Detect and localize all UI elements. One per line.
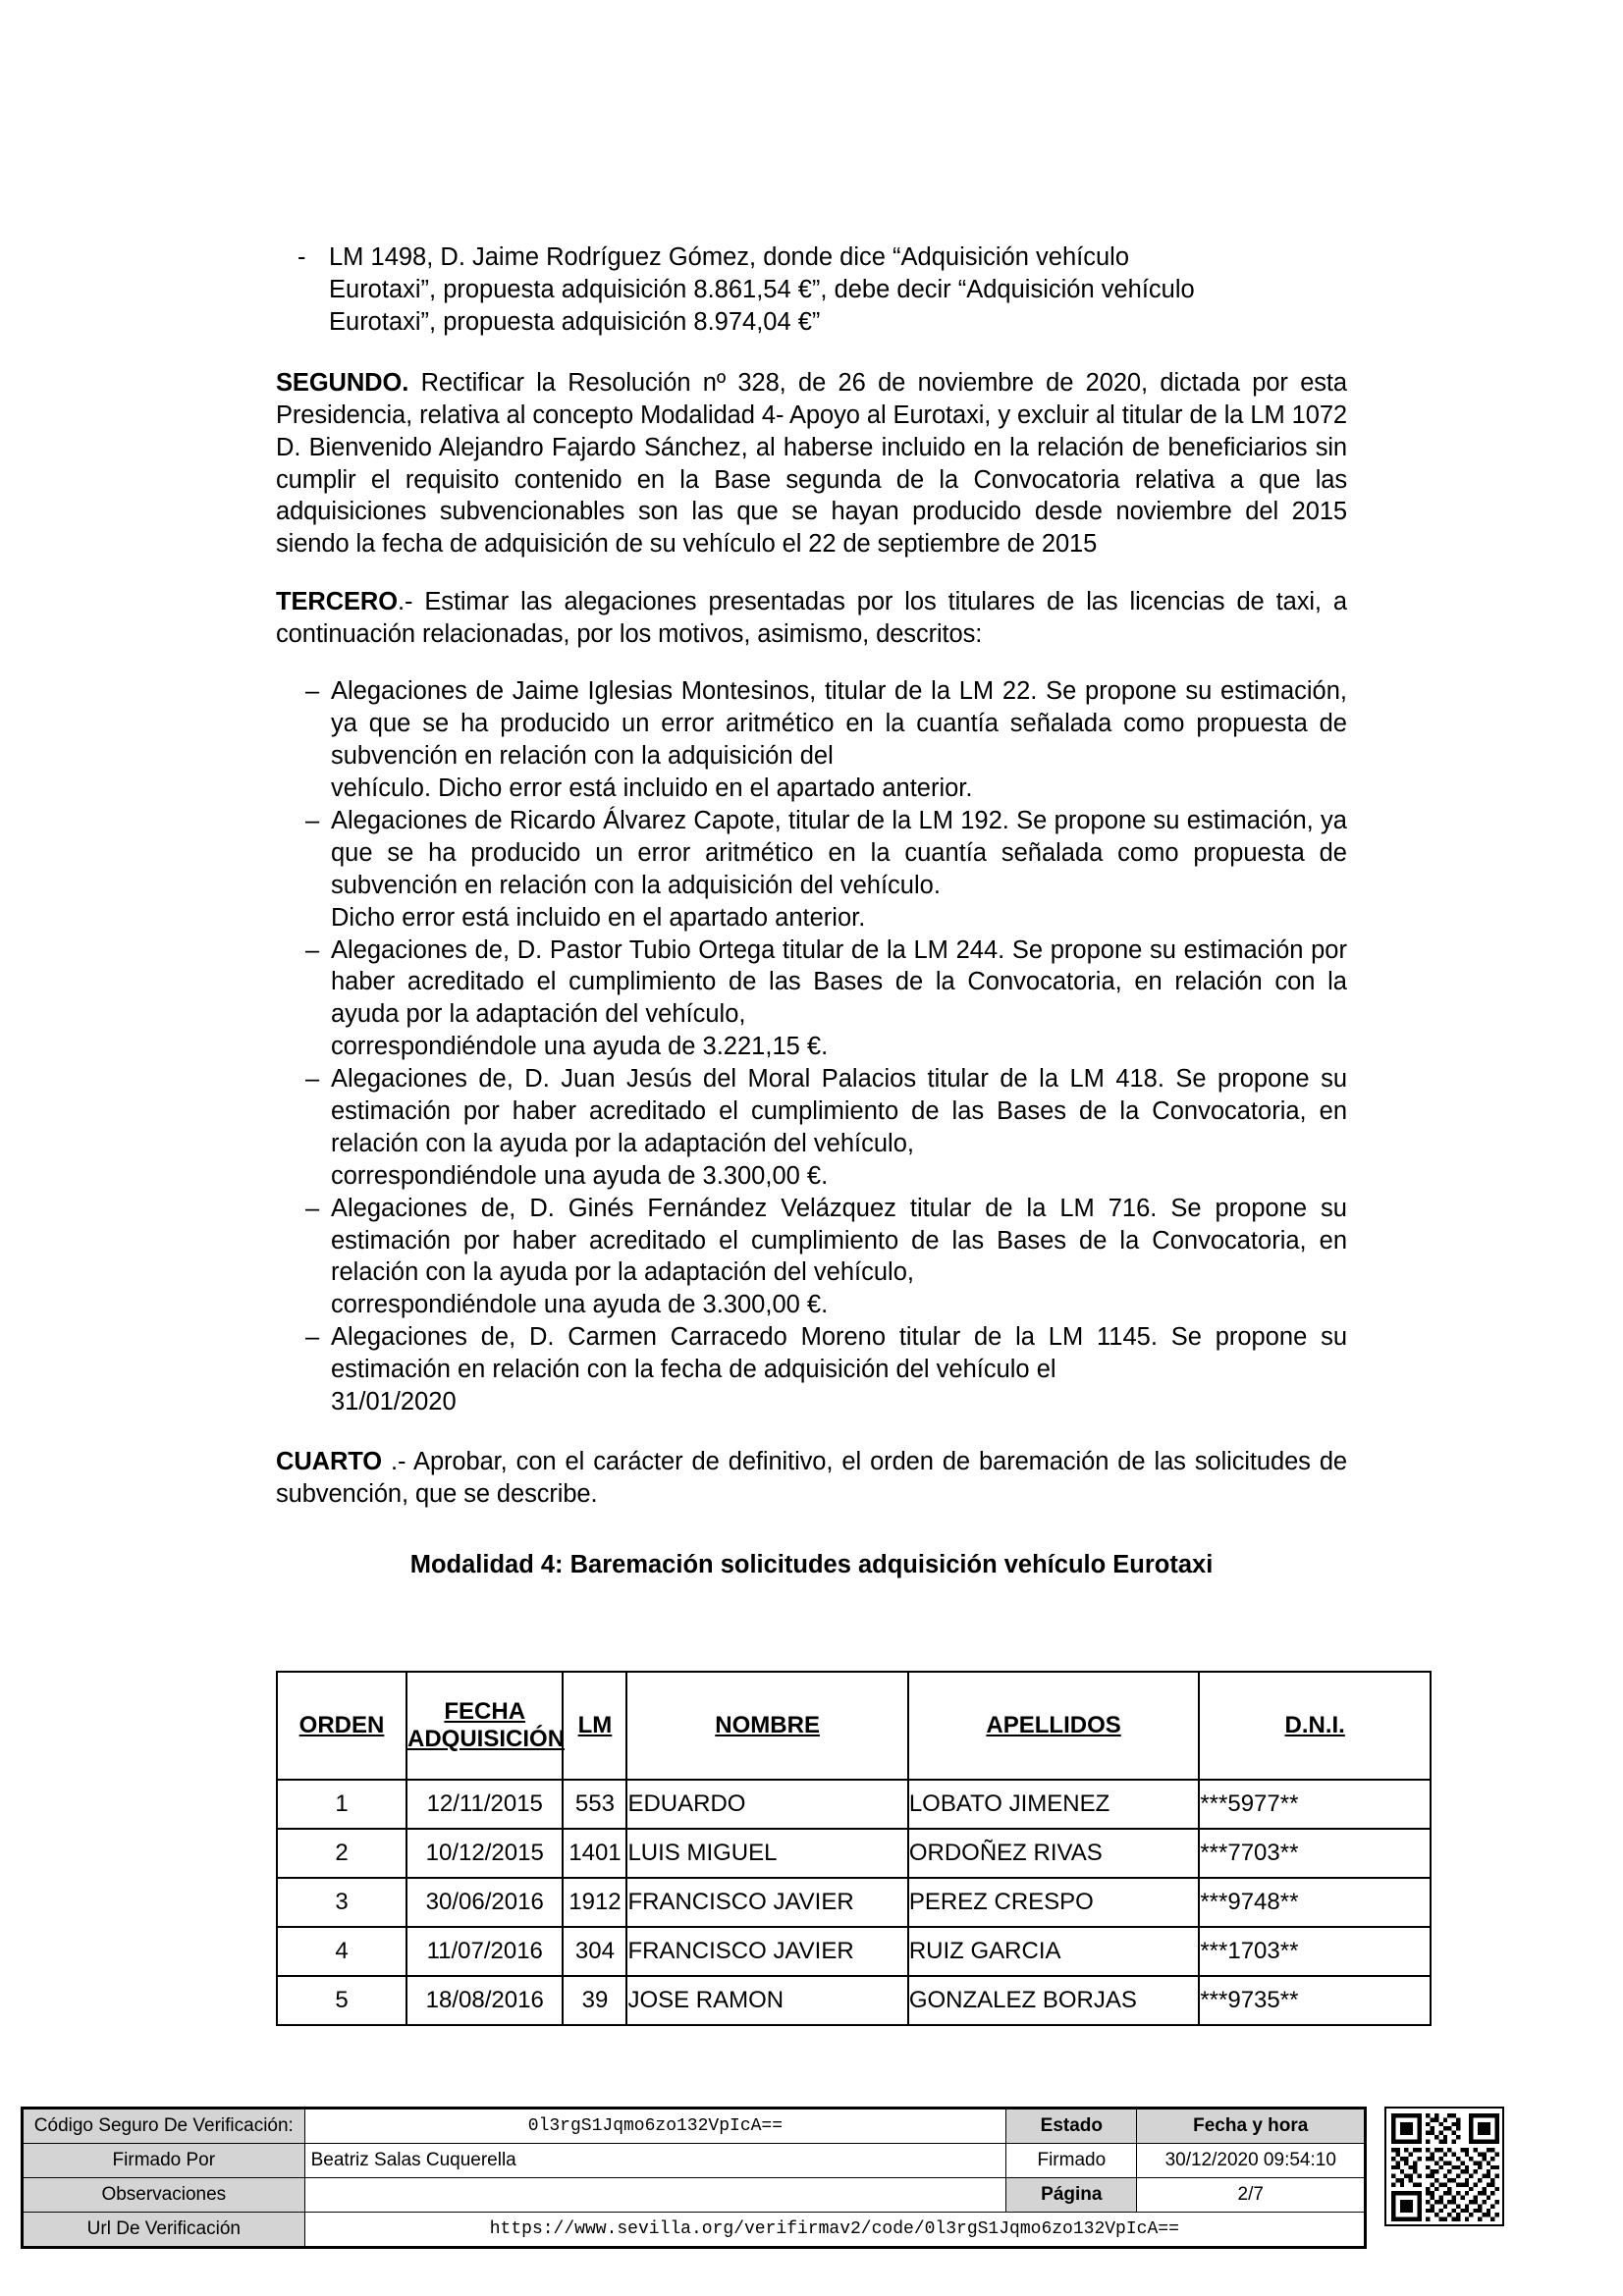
cell-nombre: EDUARDO bbox=[626, 1780, 907, 1829]
cell-lm: 553 bbox=[563, 1780, 626, 1829]
list-item bbox=[276, 1193, 1347, 1322]
cell-lm: 39 bbox=[563, 1976, 626, 2025]
csv-label: Código Seguro De Verificación: bbox=[24, 2109, 305, 2144]
col-header-nombre bbox=[626, 1672, 907, 1780]
table-header-row bbox=[277, 1672, 1431, 1780]
list-item bbox=[276, 805, 1347, 934]
cell-apellidos: ORDOÑEZ RIVAS bbox=[908, 1829, 1200, 1878]
list-item-body: Alegaciones de, D. Ginés Fernández Velázquez titular de la LM 716. Se propone su estimación por haber acreditado el cumplimiento de las Bases de la Convocatoria, en relación con la ayuda por la adaptación del vehículo, bbox=[331, 1194, 1347, 1287]
dash-line-3: Eurotaxi”, propuesta adquisición 8.974,04 €” bbox=[329, 307, 821, 336]
qr-code-image bbox=[1391, 2113, 1499, 2221]
col-header-orden bbox=[277, 1672, 406, 1780]
list-marker: – bbox=[305, 1323, 320, 1352]
cell-orden: 4 bbox=[277, 1927, 406, 1976]
col-header-fecha-line2: ADQUISICIÓN bbox=[407, 1726, 566, 1752]
list-item-last-line: Dicho error está incluido en el apartado anterior. bbox=[331, 903, 866, 932]
cell-dni: ***1703** bbox=[1199, 1927, 1431, 1976]
list-item bbox=[276, 1063, 1347, 1193]
dash-marker: - bbox=[298, 243, 306, 271]
firmado-por-label: Firmado Por bbox=[24, 2144, 305, 2178]
col-header-fecha-adquisicion bbox=[406, 1672, 566, 1780]
list-item-text bbox=[331, 805, 1347, 934]
cell-nombre: JOSE RAMON bbox=[626, 1976, 907, 2025]
list-item-text bbox=[331, 675, 1347, 805]
barem-table-body bbox=[277, 1780, 1431, 2025]
list-marker: – bbox=[305, 1194, 320, 1222]
col-header-dni bbox=[1199, 1672, 1431, 1780]
col-header-apellidos bbox=[908, 1672, 1200, 1780]
table-row bbox=[24, 2213, 1365, 2247]
cell-apellidos: LOBATO JIMENEZ bbox=[908, 1780, 1200, 1829]
list-item-last-line: correspondiéndole una ayuda de 3.300,00 €. bbox=[331, 1161, 829, 1190]
dash-line-2: Eurotaxi”, propuesta adquisición 8.861,54 €”, debe decir “Adquisición vehículo bbox=[329, 275, 1195, 303]
list-item bbox=[276, 934, 1347, 1064]
verification-table bbox=[23, 2109, 1365, 2247]
paragraph-tercero bbox=[276, 586, 1347, 651]
cell-orden: 2 bbox=[277, 1829, 406, 1878]
table-row bbox=[277, 1927, 1431, 1976]
list-item-last-line: 31/01/2020 bbox=[331, 1388, 457, 1416]
cell-orden: 1 bbox=[277, 1780, 406, 1829]
intro-dash-item bbox=[276, 241, 1347, 338]
cell-nombre: FRANCISCO JAVIER bbox=[626, 1927, 907, 1976]
cell-fecha: 12/11/2015 bbox=[406, 1780, 563, 1829]
table-row bbox=[24, 2178, 1365, 2213]
cell-fecha: 30/06/2016 bbox=[406, 1878, 563, 1927]
table-row bbox=[277, 1780, 1431, 1829]
verification-table-container bbox=[21, 2107, 1367, 2249]
table-row bbox=[277, 1829, 1431, 1878]
cell-dni: ***9735** bbox=[1199, 1976, 1431, 2025]
segundo-lead: SEGUNDO. bbox=[276, 369, 409, 398]
observaciones-value bbox=[304, 2178, 1006, 2213]
fecha-hora-label: Fecha y hora bbox=[1137, 2109, 1365, 2144]
url-value[interactable]: https://www.sevilla.org/verifirmav2/code/0l3rgS1Jqmo6zo132VpIcA== bbox=[304, 2213, 1364, 2247]
barem-table bbox=[276, 1671, 1432, 2026]
cell-dni: ***7703** bbox=[1199, 1829, 1431, 1878]
barem-table-container bbox=[276, 1671, 1432, 2026]
cuarto-text: .- Aprobar, con el carácter de definitivo, el orden de baremación de las solicitudes de subvención, que se describe. bbox=[276, 1447, 1347, 1508]
segundo-text: Rectificar la Resolución nº 328, de 26 de noviembre de 2020, dictada por esta Presidencia, relativa al concepto Modalidad 4- Apoyo al Eurotaxi, y excluir al titular de la LM 1072 D. Bienvenido Alejandro Fajardo Sánchez, al haberse incluido en la relación de beneficiarios sin cumplir el requisito contenido en la Base segunda de la Convocatoria relativa a que las adquisiciones subvencionables son las que se hayan producido desde noviembre del 2015 siendo la fecha de adquisición de su vehículo el 22 de septiembre de 2015 bbox=[276, 369, 1347, 559]
firmado-por-value: Beatriz Salas Cuquerella bbox=[304, 2144, 1006, 2178]
paragraph-cuarto bbox=[276, 1446, 1347, 1511]
list-marker: – bbox=[305, 1065, 320, 1094]
cell-lm: 1401 bbox=[563, 1829, 626, 1878]
estado-value: Firmado bbox=[1006, 2144, 1137, 2178]
cell-nombre: FRANCISCO JAVIER bbox=[626, 1878, 907, 1927]
csv-value: 0l3rgS1Jqmo6zo132VpIcA== bbox=[304, 2109, 1006, 2144]
list-marker: – bbox=[305, 935, 320, 964]
list-marker: – bbox=[305, 677, 320, 706]
list-item bbox=[276, 675, 1347, 805]
barem-table-title: Modalidad 4: Baremación solicitudes adquisición vehículo Eurotaxi bbox=[409, 1551, 1214, 1579]
barem-table-head bbox=[277, 1672, 1431, 1780]
verification-footer bbox=[21, 2107, 1602, 2244]
verification-table-body bbox=[24, 2109, 1365, 2247]
list-item-text bbox=[331, 1063, 1347, 1193]
dash-line-1: LM 1498, D. Jaime Rodríguez Gómez, donde dice “Adquisición vehículo bbox=[329, 243, 1130, 271]
table-row bbox=[277, 1976, 1431, 2025]
estado-label: Estado bbox=[1006, 2109, 1137, 2144]
col-header-dni-label: D.N.I. bbox=[1284, 1712, 1345, 1738]
col-header-nombre-label: NOMBRE bbox=[715, 1712, 820, 1738]
list-item-last-line: correspondiéndole una ayuda de 3.221,15 €. bbox=[331, 1033, 829, 1061]
col-header-lm-label: LM bbox=[577, 1712, 613, 1738]
cell-apellidos: GONZALEZ BORJAS bbox=[908, 1976, 1200, 2025]
qr-code bbox=[1384, 2107, 1504, 2226]
cell-orden: 3 bbox=[277, 1878, 406, 1927]
pagina-label: Página bbox=[1006, 2178, 1137, 2213]
list-item bbox=[276, 1321, 1347, 1418]
cell-apellidos: PEREZ CRESPO bbox=[908, 1878, 1200, 1927]
paragraph-segundo bbox=[276, 367, 1347, 561]
cell-fecha: 10/12/2015 bbox=[406, 1829, 563, 1878]
list-marker: – bbox=[305, 806, 320, 834]
table-row bbox=[24, 2109, 1365, 2144]
cell-dni: ***9748** bbox=[1199, 1878, 1431, 1927]
cuarto-lead: CUARTO bbox=[276, 1447, 383, 1475]
list-item-text bbox=[331, 934, 1347, 1064]
dash-item-text bbox=[329, 241, 1347, 338]
observaciones-label: Observaciones bbox=[24, 2178, 305, 2213]
col-header-fecha-wrap bbox=[407, 1698, 566, 1753]
cell-fecha: 11/07/2016 bbox=[406, 1927, 563, 1976]
cell-lm: 1912 bbox=[563, 1878, 626, 1927]
tercero-lead: TERCERO bbox=[276, 587, 398, 615]
col-header-fecha-line1: FECHA bbox=[444, 1698, 526, 1725]
list-item-text bbox=[331, 1193, 1347, 1322]
url-label: Url De Verificación bbox=[24, 2213, 305, 2247]
list-item-text bbox=[331, 1321, 1347, 1418]
list-item-body: Alegaciones de Jaime Iglesias Montesinos, titular de la LM 22. Se propone su estimación, ya que se ha producido un error aritmético en la cuantía señalada como propuesta de subvención en relación con la adquisición del bbox=[331, 677, 1347, 771]
cell-apellidos: RUIZ GARCIA bbox=[908, 1927, 1200, 1976]
list-item-body: Alegaciones de, D. Carmen Carracedo Moreno titular de la LM 1145. Se propone su estimación en relación con la fecha de adquisición del vehículo el bbox=[331, 1323, 1347, 1384]
document-body bbox=[276, 241, 1347, 1615]
cell-nombre: LUIS MIGUEL bbox=[626, 1829, 907, 1878]
list-item-body: Alegaciones de Ricardo Álvarez Capote, titular de la LM 192. Se propone su estimación, ya que se ha producido un error aritmético en la cuantía señalada como propuesta de subvención en relación con la adquisición del vehículo. bbox=[331, 806, 1347, 899]
col-header-apellidos-label: APELLIDOS bbox=[986, 1712, 1121, 1738]
col-header-orden-label: ORDEN bbox=[298, 1712, 385, 1738]
pagina-value: 2/7 bbox=[1137, 2178, 1365, 2213]
tercero-text: .- Estimar las alegaciones presentadas por los titulares de las licencias de taxi, a continuación relacionadas, por los motivos, asimismo, descritos: bbox=[276, 587, 1347, 648]
alegaciones-list bbox=[276, 675, 1347, 1417]
cell-fecha: 18/08/2016 bbox=[406, 1976, 563, 2025]
list-item-body: Alegaciones de, D. Juan Jesús del Moral Palacios titular de la LM 418. Se propone su estimación por haber acreditado el cumplimiento de las Bases de la Convocatoria, en relación con la ayuda por la adaptación del vehículo, bbox=[331, 1065, 1347, 1157]
fecha-hora-value: 30/12/2020 09:54:10 bbox=[1137, 2144, 1365, 2178]
table-row bbox=[24, 2144, 1365, 2178]
cell-orden: 5 bbox=[277, 1976, 406, 2025]
col-header-lm bbox=[563, 1672, 626, 1780]
table-row bbox=[277, 1878, 1431, 1927]
list-item-last-line: correspondiéndole una ayuda de 3.300,00 €. bbox=[331, 1291, 829, 1319]
list-item-last-line: vehículo. Dicho error está incluido en el apartado anterior. bbox=[331, 774, 973, 803]
list-item-body: Alegaciones de, D. Pastor Tubio Ortega titular de la LM 244. Se propone su estimación por haber acreditado el cumplimiento de las Bases de la Convocatoria, en relación con la ayuda por la adaptación del vehículo, bbox=[331, 935, 1347, 1029]
cell-lm: 304 bbox=[563, 1927, 626, 1976]
cell-dni: ***5977** bbox=[1199, 1780, 1431, 1829]
